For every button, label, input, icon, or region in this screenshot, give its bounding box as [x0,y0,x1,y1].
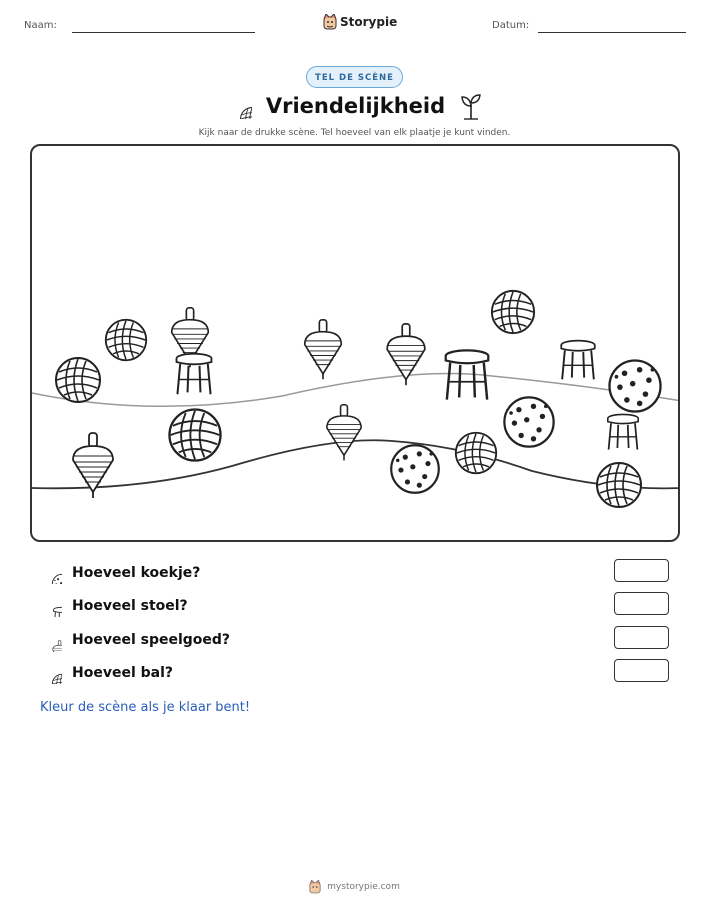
date-line[interactable] [538,32,686,33]
hill-line-back [32,374,680,407]
answer-box-toy[interactable] [614,626,669,649]
spinning-top [327,405,361,461]
answer-box-ball[interactable] [614,659,669,682]
yarn-ball [456,433,496,473]
brand-logo [323,14,397,30]
question-row [40,628,230,652]
question-label: Hoeveel bal? [72,665,174,681]
yarn-ball [169,409,220,460]
question-row [40,595,188,617]
yarn-ball [106,320,146,360]
question-row [40,562,200,584]
name-line[interactable] [72,32,255,33]
question-label: Hoeveel stoel? [72,598,188,614]
counting-scene[interactable] [30,144,680,542]
yarn-ball [492,291,534,333]
cookie [504,397,553,446]
title-row [0,92,709,120]
brand-name: Storypie [340,15,398,29]
stool-icon [40,595,62,617]
answer-box-stool[interactable] [614,592,669,615]
spinning-top-icon [40,628,62,652]
sprout-icon [459,92,483,120]
stool [177,354,212,394]
worksheet-type-badge: TEL DE SCÈNE [306,66,403,88]
question-label: Hoeveel speelgoed? [72,632,231,648]
cookie [391,445,439,493]
stool [561,341,594,380]
yarn-ball-icon [226,93,252,119]
scene-illustration [32,146,680,542]
yarn-ball [56,358,100,402]
cookie [609,360,660,411]
storypie-mascot-icon [323,14,337,30]
page-title: Vriendelijkheid [265,94,446,118]
cookie-icon [40,562,62,584]
stool [608,414,638,449]
footer-url: mystorypie.com [327,882,400,892]
answer-box-cookie[interactable] [614,559,669,582]
yarn-ball [597,463,641,507]
spinning-top [305,320,342,379]
coloring-note: Kleur de scène als je klaar bent! [40,700,251,715]
date-label: Datum: [492,20,530,31]
yarn-ball-icon [40,662,62,684]
footer [0,880,709,894]
question-label: Hoeveel koekje? [72,565,201,581]
hill-line-front [32,440,680,488]
storypie-mascot-icon [309,880,321,894]
name-label: Naam: [24,20,57,31]
instructions: Kijk naar de drukke scène. Tel hoeveel van elk plaatje je kunt vinden. [198,128,511,138]
question-row [40,662,173,684]
